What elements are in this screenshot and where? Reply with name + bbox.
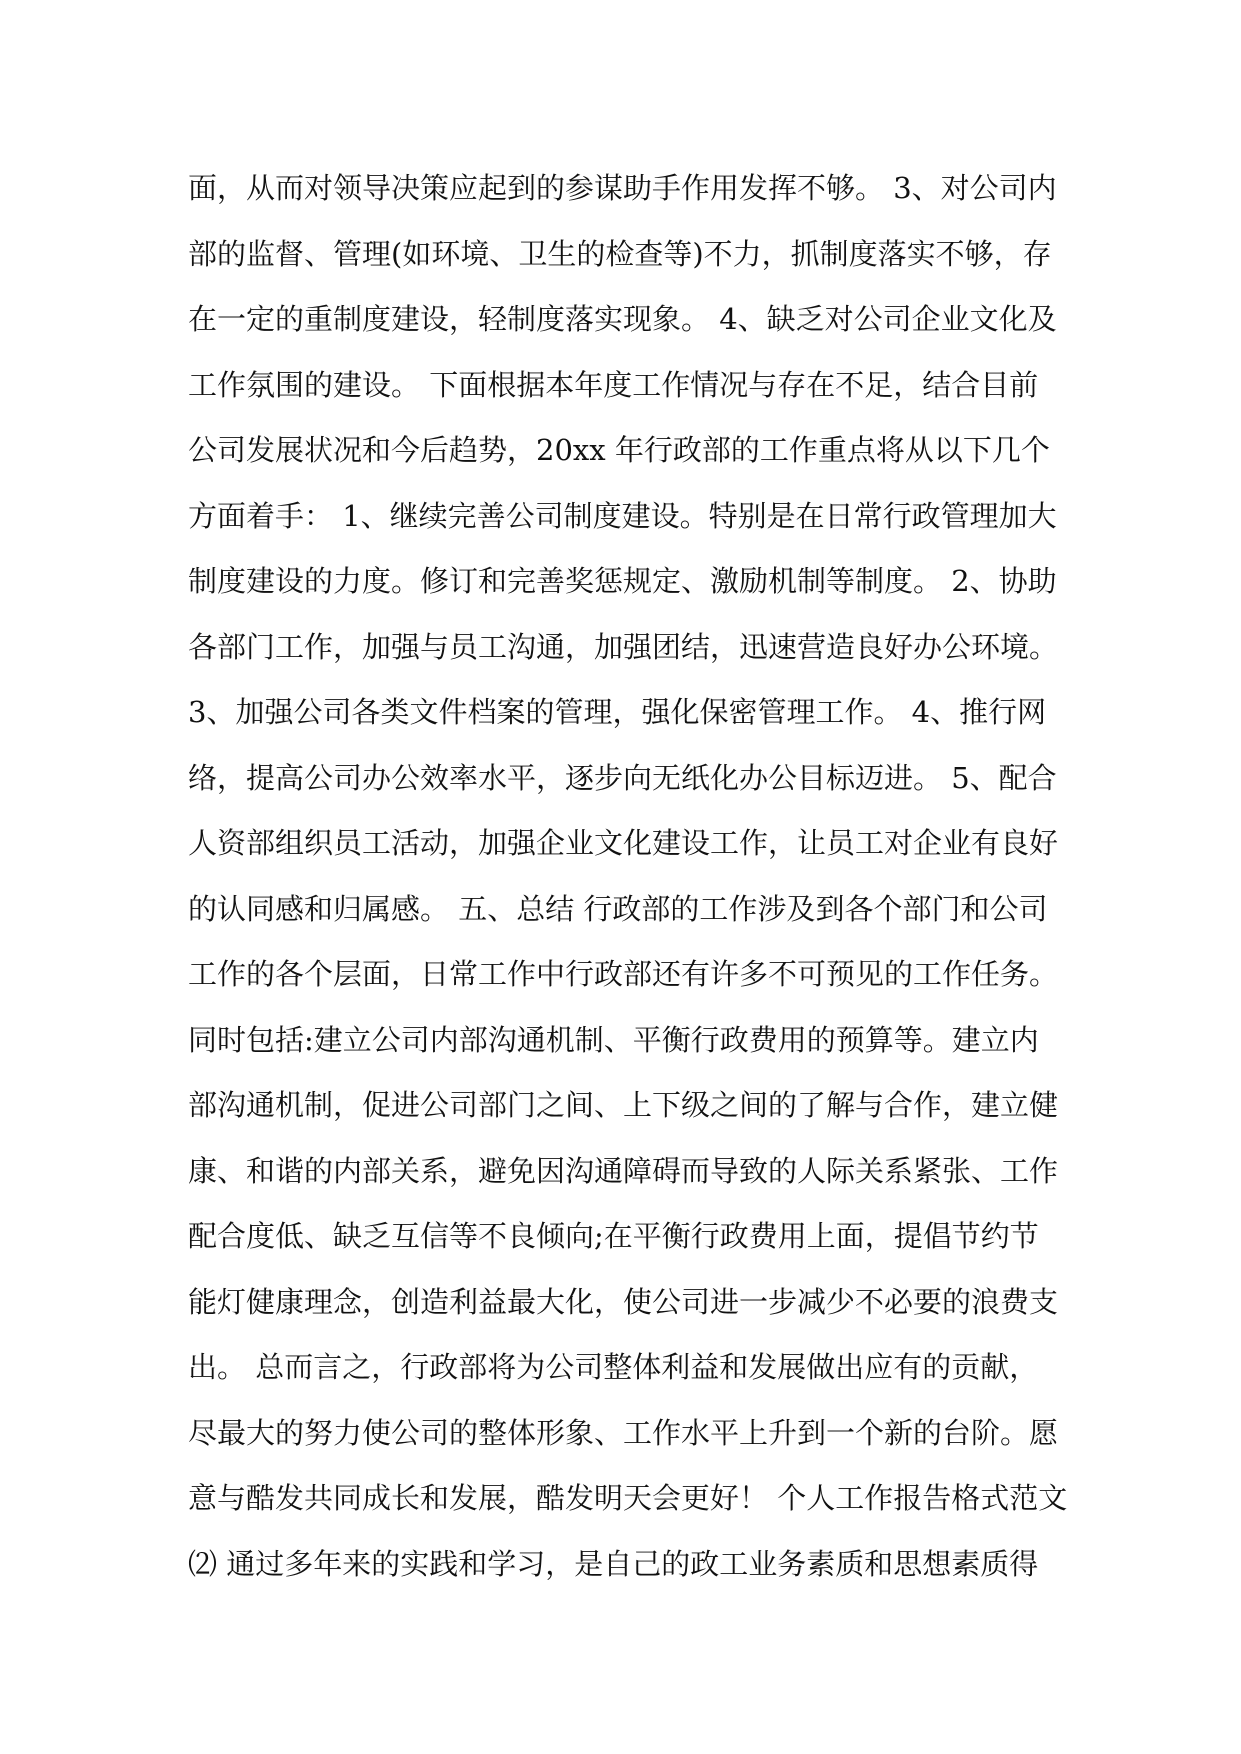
text-line: 制度建设的力度。修订和完善奖惩规定、激励机制等制度。 2、协助 xyxy=(188,564,1057,598)
text-line: 工作氛围的建设。 下面根据本年度工作情况与存在不足，结合目前 xyxy=(188,367,1039,402)
text-line: 能灯健康理念，创造利益最大化，使公司进一步减少不必要的浪费支 xyxy=(188,1284,1059,1319)
text-line: 尽最大的努力使公司的整体形象、工作水平上升到一个新的台阶。愿 xyxy=(188,1415,1059,1450)
text-line: 络，提高公司办公效率水平，逐步向无纸化办公目标迈进。 5、配合 xyxy=(188,760,1057,795)
text-line: 各部门工作，加强与员工沟通，加强团结，迅速营造良好办公环境。 xyxy=(188,629,1059,664)
text-line: 方面着手： 1、继续完善公司制度建设。特别是在日常行政管理加大 xyxy=(188,498,1057,533)
text-line: 康、和谐的内部关系，避免因沟通障碍而导致的人际关系紧张、工作 xyxy=(188,1153,1059,1188)
text-line: 人资部组织员工活动，加强企业文化建设工作，让员工对企业有良好 xyxy=(188,826,1059,860)
body-text xyxy=(188,156,1068,1597)
text-line: 面，从而对领导决策应起到的参谋助手作用发挥不够。 3、对公司内 xyxy=(188,171,1057,205)
text-line: 部的监督、管理(如环境、卫生的检查等)不力，抓制度落实不够，存 xyxy=(188,236,1052,271)
text-line: 3、加强公司各类文件档案的管理，强化保密管理工作。 4、推行网 xyxy=(188,695,1047,729)
text-line: 工作的各个层面，日常工作中行政部还有许多不可预见的工作任务。 xyxy=(188,957,1059,991)
text-line: 配合度低、缺乏互信等不良倾向;在平衡行政费用上面，提倡节约节 xyxy=(188,1219,1039,1253)
text-line: 公司发展状况和今后趋势，20xx 年行政部的工作重点将从以下几个 xyxy=(188,433,1050,467)
text-line: 出。 总而言之，行政部将为公司整体利益和发展做出应有的贡献， xyxy=(188,1350,1039,1384)
text-line: 在一定的重制度建设，轻制度落实现象。 4、缺乏对公司企业文化及 xyxy=(188,302,1057,336)
text-line: 的认同感和归属感。 五、总结 行政部的工作涉及到各个部门和公司 xyxy=(188,891,1048,926)
text-line: 同时包括:建立公司内部沟通机制、平衡行政费用的预算等。建立内 xyxy=(188,1022,1039,1057)
text-line: ⑵ 通过多年来的实践和学习，是自己的政工业务素质和思想素质得 xyxy=(188,1546,1039,1581)
text-line: 意与酷发共同成长和发展，酷发明天会更好！ 个人工作报告格式范文 xyxy=(188,1481,1068,1515)
text-line: 部沟通机制，促进公司部门之间、上下级之间的了解与合作，建立健 xyxy=(188,1088,1059,1122)
